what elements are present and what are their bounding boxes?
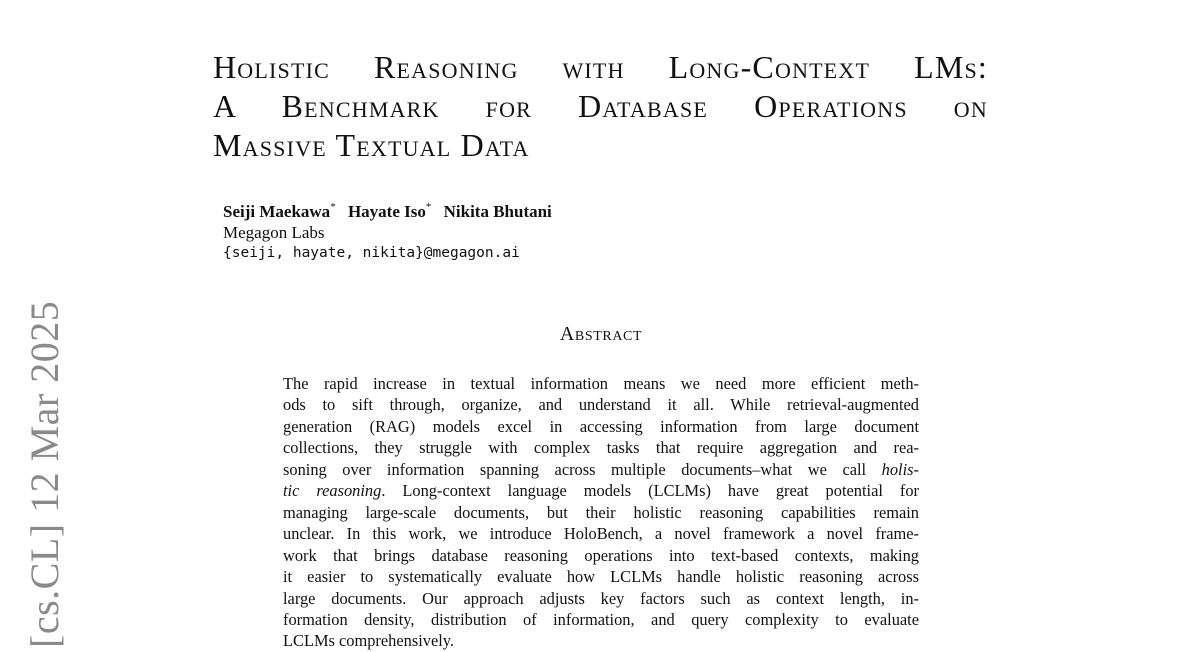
author-name: Seiji Maekawa <box>223 202 331 221</box>
arxiv-stamp <box>22 300 74 650</box>
abstract-line: unclear. In this work, we introduce HoloBench, a novel framework a novel frame- <box>283 524 919 544</box>
paper-title <box>213 48 988 165</box>
author-name: Nikita Bhutani <box>443 202 552 221</box>
abstract-line: formation density, distribution of information, and query complexity to evaluate <box>283 609 919 629</box>
abstract-line: The rapid increase in textual information means we need more efficient meth- <box>283 374 919 393</box>
emphasis-text: tic reasoning <box>283 481 382 501</box>
arxiv-stamp-text: [cs.CL] 12 Mar 2025 <box>22 300 67 648</box>
abstract-line: it easier to systematically evaluate how LCLMs handle holistic reasoning across <box>283 567 919 587</box>
authors-block <box>223 202 560 264</box>
abstract-line: ods to sift through, organize, and understand it all. While retrieval-augmented <box>283 395 919 415</box>
abstract-heading <box>0 322 1200 346</box>
abstract-text: . Long-context language models (LCLMs) have great potential for <box>381 481 919 501</box>
equal-contribution-mark: * <box>425 201 432 214</box>
abstract-line: managing large-scale documents, but their holistic reasoning capabilities remain <box>283 502 919 522</box>
abstract-line: generation (RAG) models excel in accessing information from large document <box>283 416 919 436</box>
abstract-text: soning over information spanning across multiple documents–what we call <box>283 459 867 479</box>
abstract-line <box>283 459 919 480</box>
abstract-line: large documents. Our approach adjusts key factors such as context length, in- <box>283 588 919 608</box>
abstract-line: LCLMs comprehensively. <box>283 631 455 651</box>
author-list <box>223 202 560 222</box>
abstract-line: collections, they struggle with complex tasks that require aggregation and rea- <box>283 438 919 458</box>
abstract-line <box>283 480 919 501</box>
author-name: Hayate Iso <box>347 202 426 221</box>
affiliation: Megagon Labs <box>223 223 325 242</box>
abstract-body <box>283 373 919 652</box>
abstract-line: work that brings database reasoning operations into text-based contexts, making <box>283 545 919 565</box>
title-line-3: Massive Textual Data <box>213 127 530 163</box>
title-line-1: Holistic Reasoning with Long-Context LMs: <box>213 49 988 85</box>
equal-contribution-mark: * <box>330 201 336 214</box>
emphasis-text: holis- <box>881 459 919 479</box>
author-email: {seiji, hayate, nikita}@megagon.ai <box>223 245 520 261</box>
title-line-2: A Benchmark for Database Operations on <box>213 88 988 124</box>
abstract-heading-text: Abstract <box>559 323 643 345</box>
